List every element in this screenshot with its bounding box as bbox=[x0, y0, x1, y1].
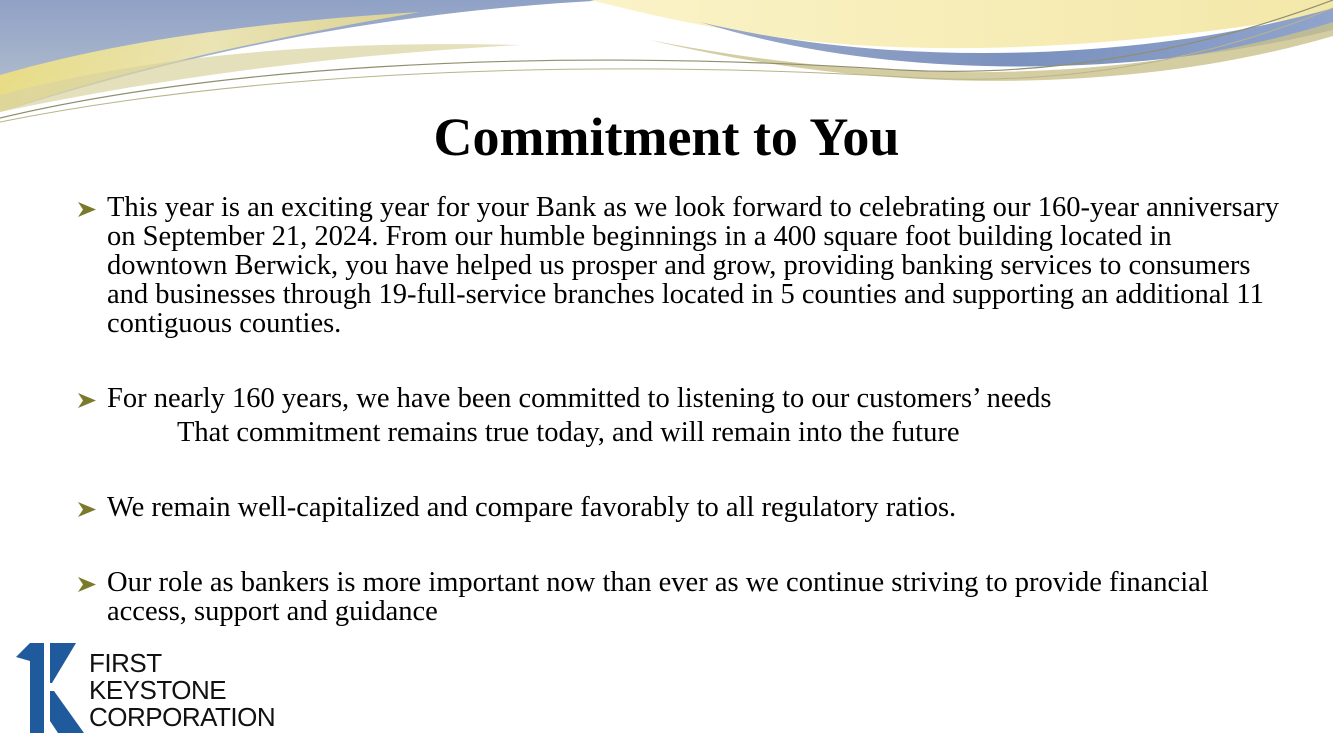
logo-line-first: FIRST bbox=[89, 648, 162, 678]
bullet-text: For nearly 160 years, we have been committed to listening to our customers’ needs bbox=[107, 383, 1052, 414]
bullet-item bbox=[78, 384, 1288, 447]
logo-line-keystone: KEYSTONE bbox=[89, 675, 227, 705]
bullet-text: Our role as bankers is more important now than ever as we continue striving to provide financial access, support and guidance bbox=[107, 567, 1209, 627]
arrow-bullet-icon bbox=[78, 502, 96, 517]
logo-line-corporation: CORPORATION bbox=[89, 702, 276, 732]
slide-title: Commitment to You bbox=[433, 107, 900, 167]
bullet-item bbox=[78, 193, 1288, 338]
bullet-item bbox=[78, 568, 1288, 626]
arrow-bullet-icon bbox=[78, 577, 96, 592]
bullet-sub-text: That commitment remains true today, and will remain into the future bbox=[177, 417, 960, 448]
arrow-bullet-icon bbox=[78, 202, 96, 217]
bullet-text: This year is an exciting year for your Bank as we look forward to celebrating our 160-year anniversary on September 21, 2024. From our humble beginnings in a 400 square foot building located in downtown Berwick, you have helped us prosper and grow, providing banking services to consumers and businesses through 19-full-service branches located in 5 counties and supporting an additional 11 contiguous counties. bbox=[107, 192, 1280, 339]
bullet-item bbox=[78, 493, 1288, 522]
arrow-bullet-icon bbox=[78, 393, 96, 408]
bullet-list bbox=[78, 193, 1288, 626]
logo-wordmark bbox=[89, 650, 275, 731]
keystone-k-logo-icon bbox=[14, 643, 89, 733]
company-logo bbox=[14, 643, 304, 735]
bullet-text: We remain well-capitalized and compare favorably to all regulatory ratios. bbox=[107, 492, 957, 523]
